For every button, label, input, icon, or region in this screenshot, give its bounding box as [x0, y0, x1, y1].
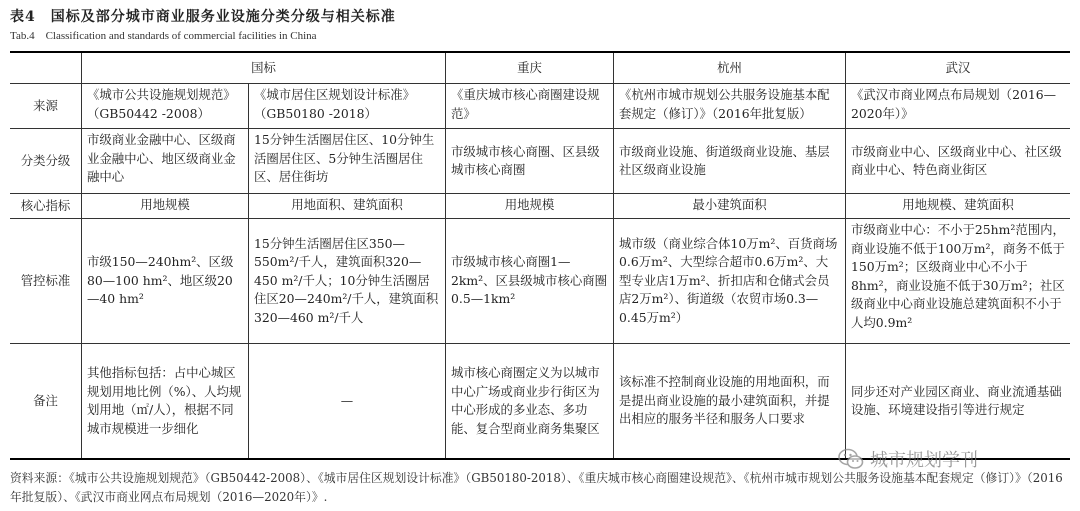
- table-cell: 用地面积、建筑面积: [248, 194, 445, 218]
- header-cell-wuhan: 武汉: [845, 53, 1070, 83]
- wechat-icon: [838, 448, 864, 470]
- row-label: 备注: [33, 392, 58, 408]
- table-cell: 用地规模: [445, 194, 613, 218]
- table-cell: 市级商业设施、街道级商业设施、基层社区级商业设施: [613, 129, 845, 193]
- watermark-text: 城市规划学刊: [870, 450, 978, 471]
- table-cell: 该标准不控制商业设施的用地面积，而是提出商业设施的最小建筑面积，并提出相应的服务半径和服务人口要求: [613, 344, 845, 458]
- table-cell: 最小建筑面积: [613, 194, 845, 218]
- table-cell: 《杭州市城市规划公共服务设施基本配套规定（修订）》（2016年批复版）: [613, 84, 845, 128]
- table-row-remarks: [10, 343, 1070, 458]
- standards-table: [10, 51, 1070, 460]
- table-cell: 用地规模: [81, 194, 248, 218]
- table-caption-en: Tab.4 Classification and standards of commercial facilities in China: [10, 30, 317, 42]
- table-cell: 市级150—240hm²、区级80—100 hm²、地区级20—40 hm²: [81, 219, 248, 343]
- header-cell-chongqing: 重庆: [445, 53, 613, 83]
- table-cell: 市级商业金融中心、区级商业金融中心、地区级商业金融中心: [81, 129, 248, 193]
- table-cell: —: [248, 344, 445, 458]
- table-cell: 《城市公共设施规划规范》（GB50442 -2008）: [81, 84, 248, 128]
- source-note: 资料来源：《城市公共设施规划规范》（GB50442-2008）、《城市居住区规划设计标准》（GB50180-2018）、《重庆城市核心商圈建设规范》、《杭州市城市规划公共服务设施基本配套规定（修订）》（2016年批复版）、《武汉市商业网点布局规划（2016—2020年）》.: [10, 471, 1063, 504]
- table-cell: 用地规模、建筑面积: [845, 194, 1070, 218]
- watermark: [838, 446, 978, 472]
- table-cell: 15分钟生活圈居住区、10分钟生活圈居住区、5分钟生活圈居住区、居住街坊: [248, 129, 445, 193]
- row-label: 管控标准: [20, 272, 71, 288]
- table-cell: 《重庆城市核心商圈建设规范》: [445, 84, 613, 128]
- header-cell-hangzhou: 杭州: [613, 53, 845, 83]
- table-header-row: [10, 53, 1070, 83]
- row-label: 来源: [33, 97, 58, 113]
- table-caption-cn: 表4 国标及部分城市商业服务业设施分类分级与相关标准: [10, 9, 396, 25]
- table-cell: 同步还对产业园区商业、商业流通基础设施、环境建设指引等进行规定: [845, 344, 1070, 458]
- table-cell: 市级城市核心商圈1—2km²、区县级城市核心商圈0.5—1km²: [445, 219, 613, 343]
- table-cell: 《武汉市商业网点布局规划（2016—2020年）》: [845, 84, 1070, 128]
- table-cell: 市级商业中心、区级商业中心、社区级商业中心、特色商业街区: [845, 129, 1070, 193]
- table-cell: 城市核心商圈定义为以城市中心广场或商业步行街区为中心形成的多业态、多功能、复合型商业商务集聚区: [445, 344, 613, 458]
- table-row-classification: [10, 128, 1070, 193]
- table-cell: 市级城市核心商圈、区县级城市核心商圈: [445, 129, 613, 193]
- table-row-source: [10, 83, 1070, 128]
- table-cell: 15分钟生活圈居住区350—550m²/千人，建筑面积320—450 m²/千人；10分钟生活圈居住区20—240m²/千人，建筑面积320—460 m²/千人: [248, 219, 445, 343]
- table-cell: 城市级（商业综合体10万m²、百货商场0.6万m²、大型综合超市0.6万m²、大型专业店1万m²、折扣店和仓储式会员店2万m²）、街道级（农贸市场0.3—0.45万m²）: [613, 219, 845, 343]
- row-label: 核心指标: [20, 197, 71, 213]
- table-cell: 《城市居住区规划设计标准》（GB50180 -2018）: [248, 84, 445, 128]
- header-cell-national: 国标: [81, 53, 445, 83]
- table-cell: 其他指标包括：占中心城区规划用地比例（%）、人均规划用地（㎡/人），根据不同城市规模进一步细化: [81, 344, 248, 458]
- table-cell: 市级商业中心：不小于25hm²范围内，商业设施不低于100万m²，商务不低于150万m²；区级商业中心不小于8hm²，商业设施不低于30万m²；社区级商业中心商业设施总建筑面积不小于人均0.9m²: [845, 219, 1070, 343]
- row-label: 分类分级: [20, 152, 71, 168]
- table-row-control-standard: [10, 218, 1070, 343]
- table-row-core-indicator: [10, 193, 1070, 218]
- header-cell-empty: [10, 53, 81, 83]
